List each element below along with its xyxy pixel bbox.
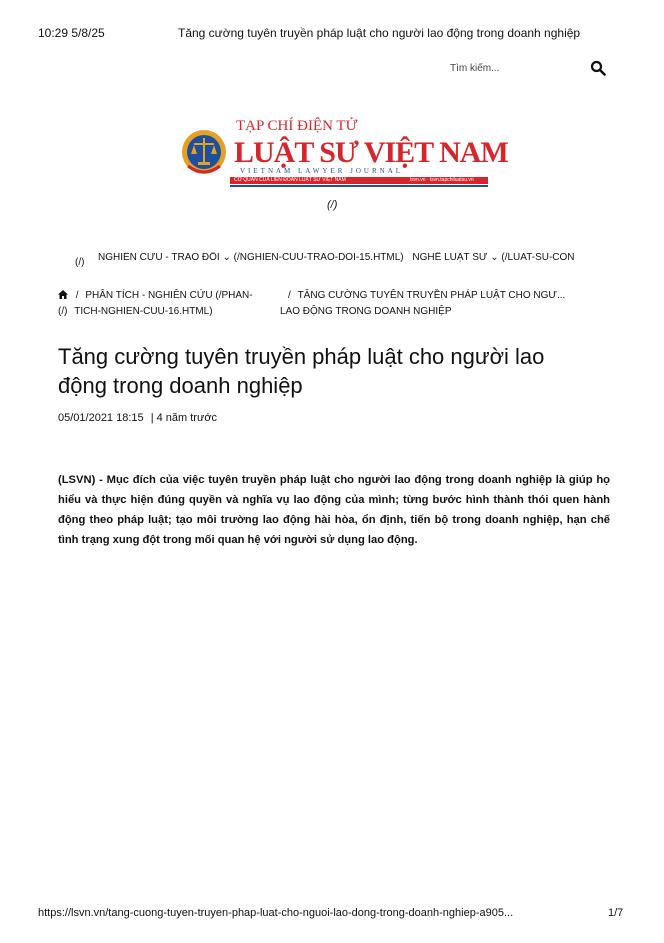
breadcrumb-category-url[interactable]: TICH-NGHIEN-CUU-16.HTML) — [74, 306, 213, 317]
print-datetime: 10:29 5/8/25 — [38, 26, 105, 40]
breadcrumb-current-line1: TĂNG CƯỜNG TUYÊN TRUYỀN PHÁP LUẬT CHO NGƯ... — [297, 290, 566, 301]
logo-title-line1: TẠP CHÍ ĐIỆN TỬ — [236, 118, 358, 134]
nav-item-nghien-cuu[interactable]: NGHIÊN CỨU - TRAO ĐỔI ⌄ (/NGHIEN-CUU-TRAO-DOI-15.HTML) — [98, 252, 404, 263]
logo-title-line2: LUẬT SƯ VIỆT NAM — [234, 136, 508, 169]
print-page-number: 1/7 — [608, 907, 624, 919]
breadcrumb — [58, 288, 253, 320]
breadcrumb-separator: / — [288, 290, 291, 301]
article-date: 05/01/2021 18:15 — [58, 412, 144, 424]
main-nav — [70, 252, 620, 268]
print-footer-url: https://lsvn.vn/tang-cuong-tuyen-truyen-phap-luat-cho-nguoi-lao-dong-trong-doanh-nghiep-a905... — [38, 907, 514, 919]
home-icon[interactable] — [58, 290, 68, 299]
breadcrumb-current-line2: LAO ĐỘNG TRONG DOANH NGHIỆP — [280, 306, 452, 317]
search-icon[interactable] — [590, 60, 606, 76]
breadcrumb-category[interactable]: PHÂN TÍCH - NGHIÊN CỨU (/PHAN- — [85, 290, 253, 301]
article-meta — [58, 412, 217, 424]
search-bar — [440, 58, 610, 78]
logo-sites: lsvn.vn · lsvn.tapchiluatsu.vn — [410, 177, 474, 183]
article-lead: (LSVN) - Mục đích của việc tuyên truyền pháp luật cho người lao động trong doanh nghiệp là giúp họ hiểu và thực hiện đúng quyền và nghĩa vụ lao động của mình; từng bước hình thành thói quen hành động theo pháp luật; tạo môi trường lao động hài hòa, ổn định, tiến bộ trong doanh nghiệp, hạn chế tình trạng xung đột trong mối quan hệ với người sử dụng lao động. — [58, 474, 610, 546]
logo-tagline: CƠ QUAN CỦA LIÊN ĐOÀN LUẬT SƯ VIỆT NAM — [234, 177, 346, 183]
nav-home-link[interactable]: (/) — [75, 257, 85, 268]
breadcrumb-home-link[interactable]: (/) — [58, 306, 68, 317]
search-input[interactable] — [450, 58, 580, 78]
article-title: Tăng cường tuyên truyền pháp luật cho người lao động trong doanh nghiệp — [58, 344, 545, 398]
logo-link[interactable]: (/) — [327, 199, 338, 211]
article-ago: | 4 năm trước — [150, 412, 218, 424]
print-header-title: Tăng cường tuyên truyền pháp luật cho người lao động trong doanh nghiệp — [178, 26, 581, 40]
nav-item-nghe-luat-su[interactable]: NGHỀ LUẬT SƯ ⌄ (/LUAT-SU-CON — [412, 252, 575, 263]
breadcrumb-current — [280, 288, 566, 320]
site-logo[interactable] — [180, 116, 508, 196]
logo-subtitle: VIETNAM LAWYER JOURNAL — [240, 167, 404, 175]
breadcrumb-separator: / — [75, 290, 79, 301]
